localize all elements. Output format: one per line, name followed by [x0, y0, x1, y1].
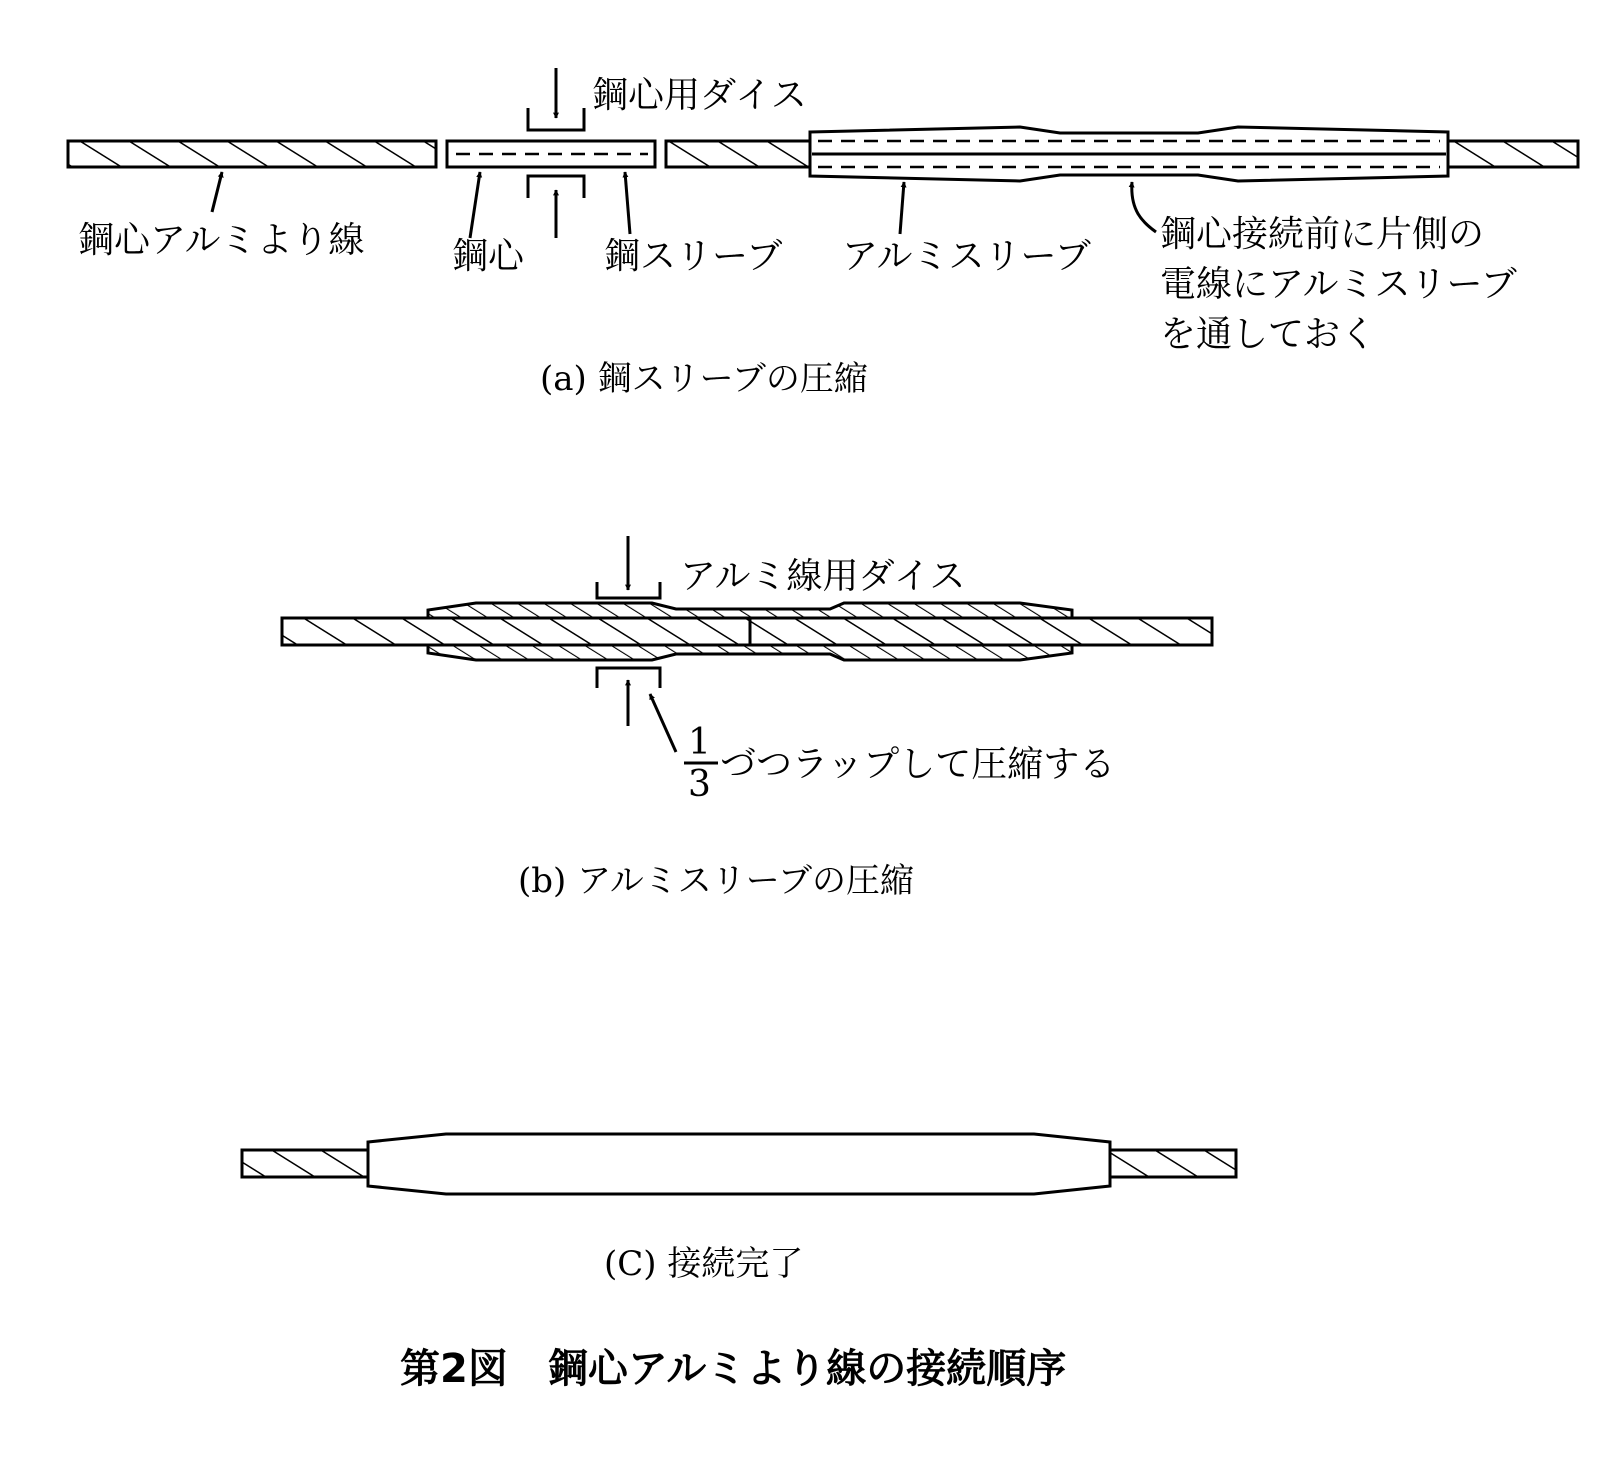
- wire-c-left: [242, 1150, 372, 1177]
- panel-c: [242, 1134, 1236, 1284]
- alum-sleeve-label: アルミスリーブ: [842, 236, 1091, 277]
- wire-label: 鋼心アルミより線: [78, 220, 365, 261]
- fraction-denominator: 3: [688, 764, 711, 805]
- alum-sleeve-label-arrow: [900, 182, 904, 234]
- acsr-wire-left: [68, 141, 436, 167]
- panel-b: [282, 536, 1212, 901]
- completed-sleeve: [368, 1134, 1110, 1194]
- overlap-label: づつラップして圧縮する: [720, 744, 1116, 785]
- core-label: 鋼心: [452, 236, 525, 277]
- wire-b: [282, 618, 1212, 645]
- steel-die-label: 鋼心用ダイス: [592, 75, 807, 116]
- figure-title: 第2図 鋼心アルミより線の接続順序: [400, 1346, 1067, 1392]
- core-label-arrow: [470, 172, 480, 238]
- wire-c-right: [1106, 1150, 1236, 1177]
- caption-a: (a) 鋼スリーブの圧縮: [540, 359, 868, 399]
- note-line-2: 電線にアルミスリーブ: [1160, 264, 1517, 305]
- steel-sleeve-label-arrow: [625, 172, 630, 234]
- wire-label-arrow: [212, 172, 222, 212]
- panel-a: [68, 68, 1578, 399]
- caption-b: (b) アルミスリーブの圧縮: [518, 861, 915, 901]
- alum-die-label: アルミ線用ダイス: [680, 556, 966, 597]
- note-line-1: 鋼心接続前に片側の: [1160, 214, 1485, 255]
- acsr-wire-middle: [666, 141, 816, 167]
- note-leader: [1132, 182, 1156, 232]
- overlap-arrow: [650, 694, 676, 752]
- steel-sleeve-label: 鋼スリーブ: [604, 236, 783, 277]
- acsr-wire-right: [1448, 141, 1578, 167]
- alum-sleeve-compressed-upper: [428, 603, 1072, 618]
- fraction-numerator: 1: [688, 722, 711, 763]
- caption-c: (C) 接続完了: [604, 1244, 804, 1284]
- alum-sleeve-compressed-lower: [428, 645, 1072, 660]
- note-line-3: を通しておく: [1160, 314, 1377, 355]
